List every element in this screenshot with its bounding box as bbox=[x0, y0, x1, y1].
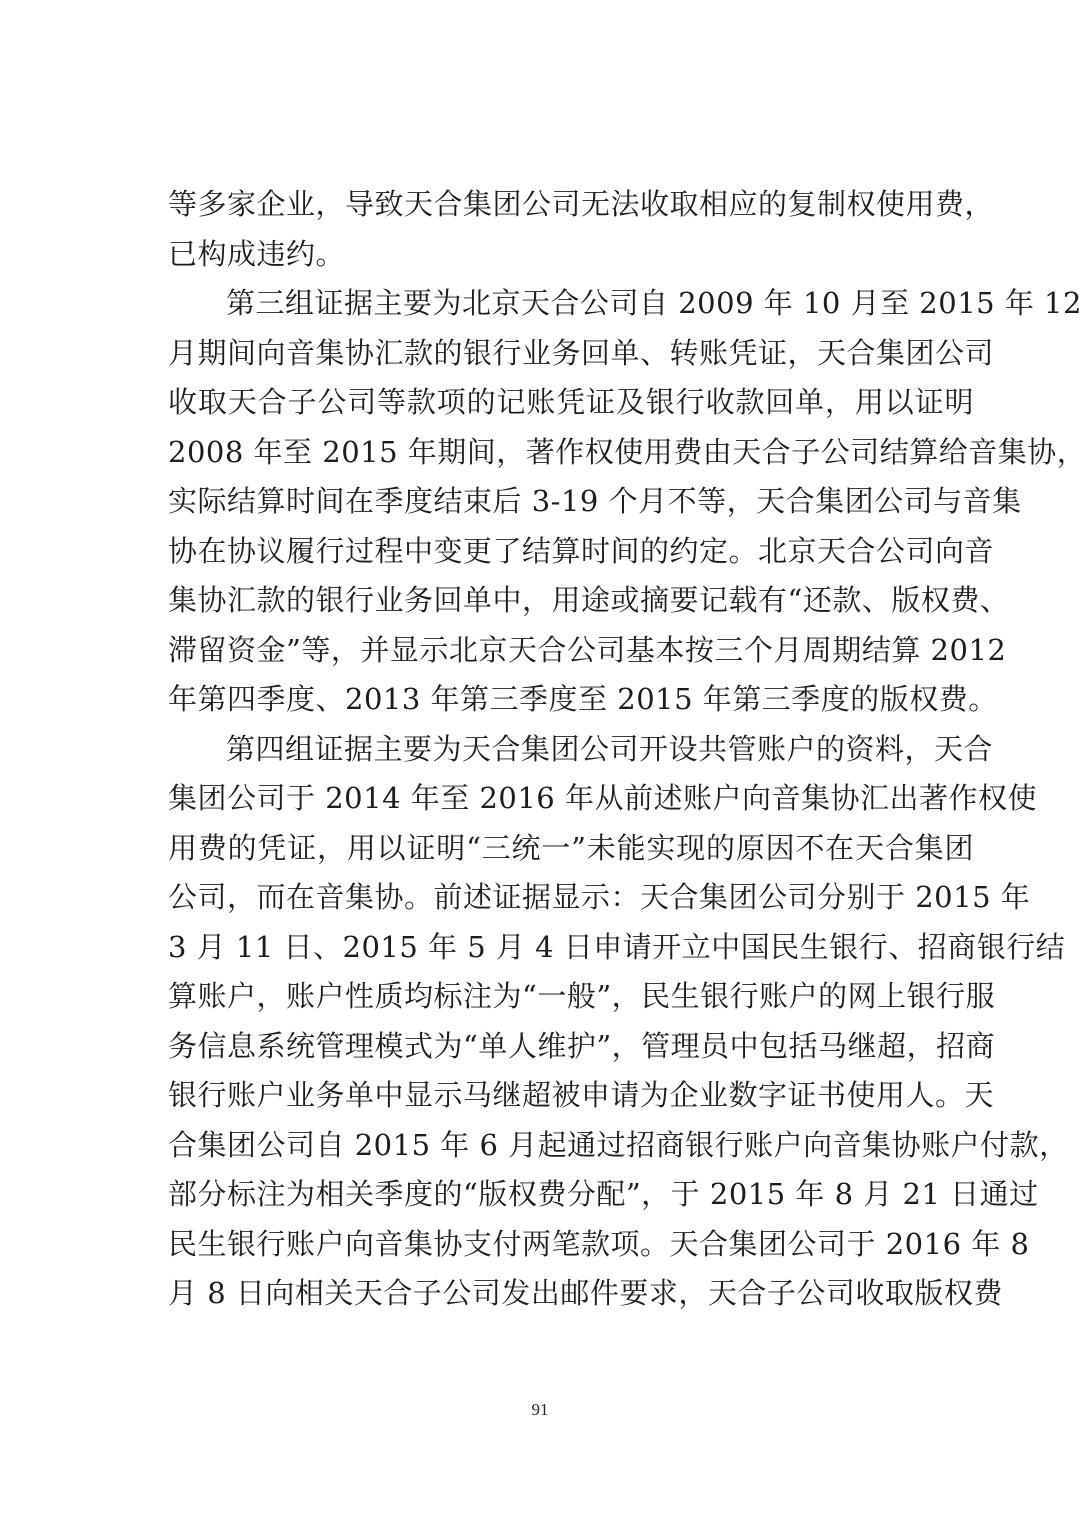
text-line: 年第四季度、2013 年第三季度至 2015 年第三季度的版权费。 bbox=[168, 682, 998, 716]
text-line: 收取天合子公司等款项的记账凭证及银行收款回单，用以证明 bbox=[168, 385, 974, 419]
text-line: 合集团公司自 2015 年 6 月起通过招商银行账户向音集协账户付款， bbox=[168, 1127, 1069, 1162]
text-line: 已构成违约。 bbox=[168, 236, 346, 271]
text-line: 务信息系统管理模式为“单人维护”，管理员中包括马继超，招商 bbox=[168, 1028, 996, 1063]
text-line: 等多家企业，导致天合集团公司无法收取相应的复制权使用费， bbox=[168, 187, 995, 221]
text-line: 滞留资金”等，并显示北京天合公司基本按三个月周期结算 2012 bbox=[168, 632, 1007, 667]
text-line: 协在协议履行过程中变更了结算时间的约定。北京天合公司向音 bbox=[168, 533, 995, 568]
text-line: 用费的凭证，用以证明“三统一”未能实现的原因不在天合集团 bbox=[168, 830, 974, 865]
text-line: 算账户，账户性质均标注为“一般”，民生银行账户的网上银行服 bbox=[168, 979, 996, 1013]
text-line: 银行账户业务单中显示马继超被申请为企业数字证书使用人。天 bbox=[168, 1078, 995, 1112]
text-line: 第四组证据主要为天合集团公司开设共管账户的资料，天合 bbox=[226, 731, 994, 766]
text-line: 公司，而在音集协。前述证据显示：天合集团公司分别于 2015 年 bbox=[168, 880, 1031, 914]
text-line: 集协汇款的银行业务回单中，用途或摘要记载有“还款、版权费、 bbox=[168, 583, 1010, 617]
text-line: 部分标注为相关季度的“版权费分配”，于 2015 年 8 月 21 日通过 bbox=[168, 1177, 1039, 1211]
text-line: 月期间向音集协汇款的银行业务回单、转账凭证，天合集团公司 bbox=[168, 335, 995, 370]
text-line: 2008 年至 2015 年期间，著作权使用费由天合子公司结算给音集协， bbox=[168, 434, 1086, 469]
text-line: 月 8 日向相关天合子公司发出邮件要求，天合子公司收取版权费 bbox=[168, 1276, 1003, 1310]
text-line: 实际结算时间在季度结束后 3-19 个月不等，天合集团公司与音集 bbox=[168, 484, 1022, 518]
page-number: 91 bbox=[531, 1400, 549, 1419]
text-line: 3 月 11 日、2015 年 5 月 4 日申请开立中国民生银行、招商银行结 bbox=[168, 929, 1066, 964]
body-text bbox=[168, 180, 1086, 1319]
text-line: 民生银行账户向音集协支付两笔款项。天合集团公司于 2016 年 8 bbox=[168, 1226, 1030, 1261]
text-line: 集团公司于 2014 年至 2016 年从前述账户向音集协汇出著作权使 bbox=[168, 781, 1037, 815]
text-line: 第三组证据主要为北京天合公司自 2009 年 10 月至 2015 年 12 bbox=[226, 286, 1082, 320]
